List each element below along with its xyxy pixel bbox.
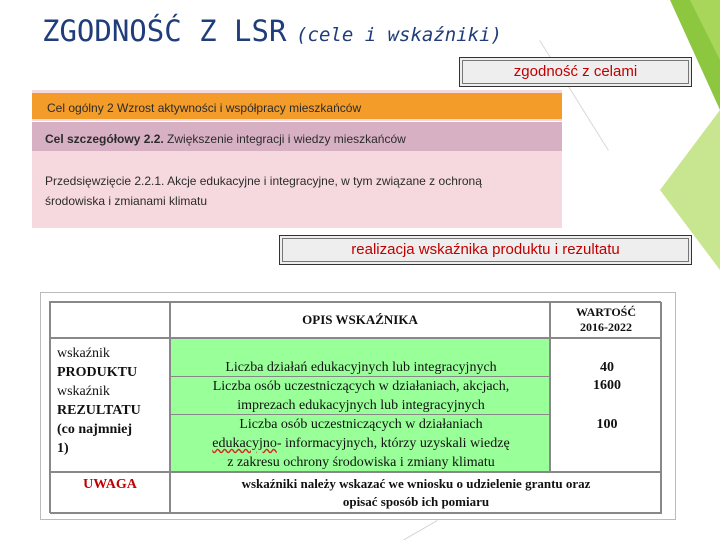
- indicator-table: [49, 301, 661, 513]
- indicator-type-note: (co najmniej: [57, 422, 133, 437]
- indicator-type-note: 1): [57, 441, 69, 456]
- indicator-description-column: [170, 338, 550, 472]
- indicator-description: Liczba osób uczestniczących w działaniach edukacyjno- informacyjnych, którzy uzyskali wiedzę z zakresu ochrony środowiska i zmiany klimatu: [212, 417, 510, 470]
- indicator-description: Liczba działań edukacyjnych lub integracyjnych: [225, 360, 497, 375]
- note-text: wskaźniki należy wskazać we wniosku o udzielenie grantu oraz opisać sposób ich pomiaru: [170, 472, 662, 514]
- decorative-triangle: [690, 0, 720, 60]
- decorative-line: [402, 520, 437, 540]
- indicator-type-name: PRODUKTU: [57, 365, 138, 380]
- undertaking: [32, 165, 562, 225]
- indicator-table-image: [40, 292, 676, 520]
- indicator-value: 1600: [593, 378, 621, 393]
- header-value: [550, 302, 662, 338]
- indicator-value: 40: [600, 360, 614, 375]
- indicator-description: Liczba osób uczestniczących w działaniach, akcjach, imprezach edukacyjnych lub integracyjnych: [212, 379, 510, 413]
- indicator-type-label: wskaźnik: [57, 346, 110, 361]
- header-empty-cell: [50, 302, 170, 338]
- indicators-callout: [279, 235, 692, 265]
- undertaking-line: Przedsięwzięcie 2.2.1. Akcje edukacyjne i integracyjne, w tym związane z ochroną: [45, 174, 482, 188]
- goals-callout: [459, 57, 692, 87]
- indicator-type-label: wskaźnik: [57, 384, 110, 399]
- goals-panel: [32, 90, 562, 228]
- indicator-value-column: [550, 338, 662, 472]
- specific-goal: [32, 121, 562, 151]
- specific-goal-text: Zwiększenie integracji i wiedzy mieszkańców: [163, 132, 406, 146]
- note-label: UWAGA: [50, 472, 170, 514]
- header-description: OPIS WSKAŹNIKA: [170, 302, 550, 338]
- header-value-line: WARTOŚĆ: [575, 305, 637, 319]
- general-goal: Cel ogólny 2 Wzrost aktywności i współpracy mieszkańców: [32, 93, 562, 119]
- goals-callout-text: zgodność z celami: [513, 63, 638, 80]
- page-title: [42, 14, 502, 48]
- title-subtitle: (cele i wskaźniki): [296, 24, 502, 46]
- undertaking-line: środowiska i zmianami klimatu: [45, 194, 208, 208]
- indicator-value: 100: [596, 417, 618, 432]
- specific-goal-prefix: Cel szczegółowy 2.2.: [45, 132, 164, 146]
- title-main: ZGODNOŚĆ Z LSR: [42, 14, 287, 48]
- header-value-period: 2016-2022: [580, 320, 632, 334]
- indicator-type-column: [50, 338, 170, 472]
- indicator-type-name: REZULTATU: [57, 403, 141, 418]
- indicators-callout-text: realizacja wskaźnika produktu i rezultatu: [351, 241, 620, 258]
